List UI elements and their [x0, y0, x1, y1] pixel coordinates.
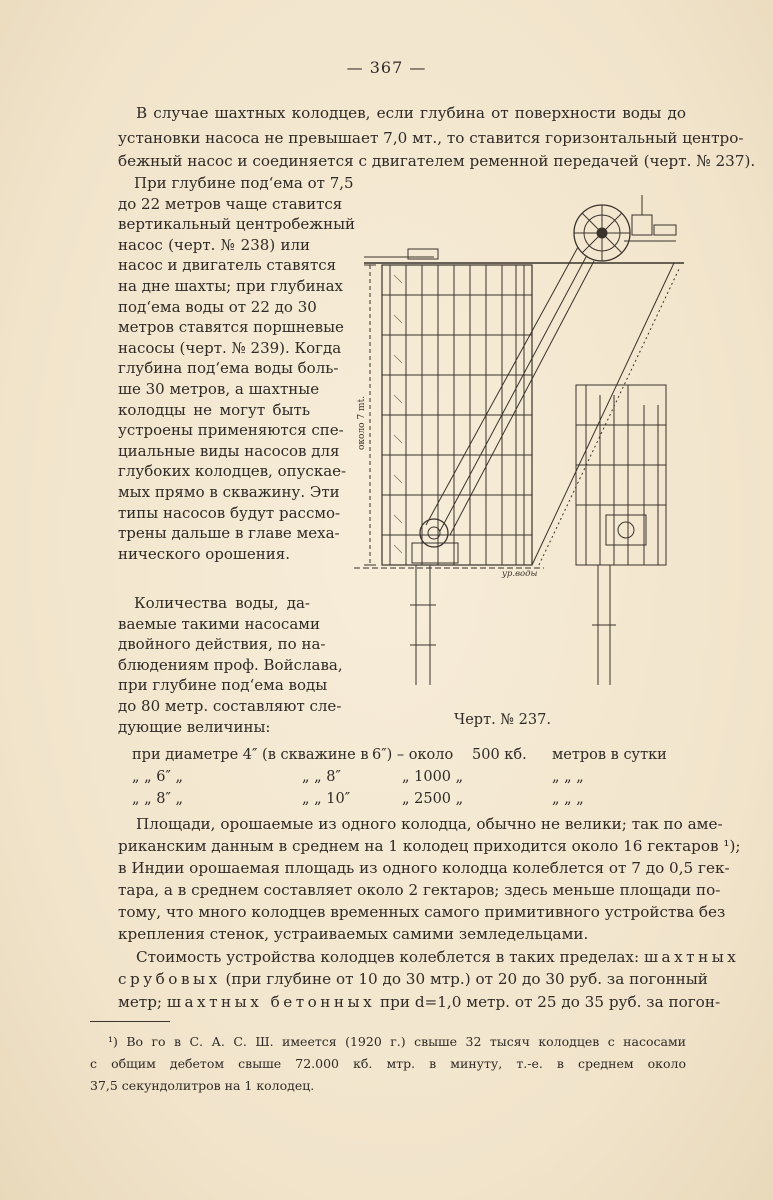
footnote-line: 37,5 секундолитров на 1 колодец. [90, 1078, 315, 1093]
pump-well-drawing [354, 185, 684, 690]
left-column-text [118, 173, 356, 564]
col1-line: на дне шахты; при глубинах [118, 276, 343, 295]
para2-line: крепления стенок, устраиваемых самими земледельцами. [118, 925, 589, 943]
col1-line: под‘ема воды от 22 до 30 [118, 297, 317, 316]
table-row [132, 766, 652, 788]
para3-text: метр; [118, 993, 163, 1011]
table-cell: „ „ 10″ [302, 791, 351, 807]
para3-line-1 [136, 947, 740, 967]
para3-emphasis: шахтных [643, 948, 740, 966]
page-number: — 367 — [346, 58, 427, 77]
table-cell: „ „ „ [552, 791, 584, 807]
col1-line: до 22 метров чаще ставится [118, 194, 343, 213]
col2-line: двойного действия, по на- [118, 635, 326, 654]
col2-line: блюдениям проф. Войслава, [118, 655, 343, 674]
depth-label: около 7 mt. [357, 395, 367, 450]
footnote-line: ¹) Во го в С. А. С. Ш. имеется (1920 г.) свыше 32 тысяч колодцев с насосами [108, 1034, 686, 1049]
col1-line: насос и двигатель ставятся [118, 256, 337, 275]
para1-line-3: бежный насос и соединяется с двигателем ременной передачей (черт. № 237). [118, 152, 756, 170]
para1-line-1: В случае шахтных колодцев, если глубина от поверхности воды до [136, 104, 686, 122]
footnote-line: с общим дебетом свыше 72.000 кб. мтр. в минуту, т.-е. в среднем около [90, 1056, 686, 1071]
col2-line: ваемые такими насосами [118, 614, 320, 633]
water-level-label: ур.воды [502, 569, 538, 579]
table-cell: 500 кб. [472, 747, 527, 763]
col1-line: трены дальше в главе меха- [118, 524, 340, 543]
col2-line: дующие величины: [118, 717, 271, 736]
table-cell: „ 1000 „ [402, 769, 464, 785]
col1-line: насосы (черт. № 239). Когда [118, 338, 342, 357]
para3-line-3 [118, 992, 721, 1012]
para3-emphasis: шахтных бетонных [166, 993, 376, 1011]
col1-line: устроены применяются спе- [118, 421, 344, 440]
para3-line-2 [118, 969, 708, 989]
col1-line: типы насосов будут рассмо- [118, 503, 341, 522]
col2-line: до 80 метр. составляют сле- [118, 696, 342, 715]
para3-emphasis: срубовых [118, 970, 221, 988]
yield-table [132, 744, 667, 810]
table-cell: „ „ 8″ „ [132, 791, 184, 807]
table-cell: „ „ 8″ [302, 769, 341, 785]
para2-line: тому, что много колодцев временных самого примитивного устройства без [118, 903, 726, 921]
table-cell: метров в сутки [552, 747, 667, 763]
para1-line-2: установки насоса не превышает 7,0 мт., то ставится горизонтальный центро- [118, 129, 744, 147]
para2-line: тара, а в среднем составляет около 2 гектаров; здесь меньше площади по- [118, 881, 721, 899]
col1-line: насос (черт. № 238) или [118, 235, 310, 254]
table-cell: „ „ 6″ „ [132, 769, 184, 785]
col1-line: колодцы не могут быть [118, 400, 310, 419]
col1-line: мых прямо в скважину. Эти [118, 482, 340, 501]
para2-line: в Индии орошаемая площадь из одного колодца колеблется от 7 до 0,5 гек- [118, 859, 730, 877]
col1-line: метров ставятся поршневые [118, 318, 344, 337]
col1-line: При глубине под‘ема от 7,5 [134, 174, 354, 192]
table-cell: при диаметре 4″ (в скважине в [132, 747, 369, 763]
table-cell: „ 2500 „ [402, 791, 464, 807]
table-cell: 6″) – около [372, 747, 454, 763]
col1-line: вертикальный центробежный [118, 215, 356, 234]
footnote-rule [90, 1021, 170, 1022]
para2-line: риканским данным в среднем на 1 колодец приходится около 16 гектаров ¹); [118, 837, 741, 855]
col1-line: циальные виды насосов для [118, 441, 340, 460]
col1-line: глубоких колодцев, опускае- [118, 462, 347, 481]
col2-line: Количества воды, да- [134, 594, 310, 612]
table-cell: „ „ „ [552, 769, 584, 785]
table-row [132, 788, 652, 810]
table-row [132, 744, 667, 766]
para3-text: Стоимость устройства колодцев колеблется в таких пределах: [136, 948, 640, 966]
para2-line: Площади, орошаемые из одного колодца, обычно не велики; так по аме- [136, 815, 723, 833]
col2-line: при глубине под‘ема воды [118, 676, 328, 695]
col1-line: нического орошения. [118, 544, 290, 563]
para3-text: при d=1,0 метр. от 25 до 35 руб. за погон- [380, 993, 721, 1011]
figure-caption: Черт. № 237. [454, 712, 551, 728]
para3-text: (при глубине от 10 до 30 мтр.) от 20 до 30 руб. за погонный [225, 970, 708, 988]
left-column-text-2 [118, 593, 343, 737]
col1-line: глубина под‘ема воды боль- [118, 359, 339, 378]
col1-line: ше 30 метров, а шахтные [118, 379, 320, 398]
